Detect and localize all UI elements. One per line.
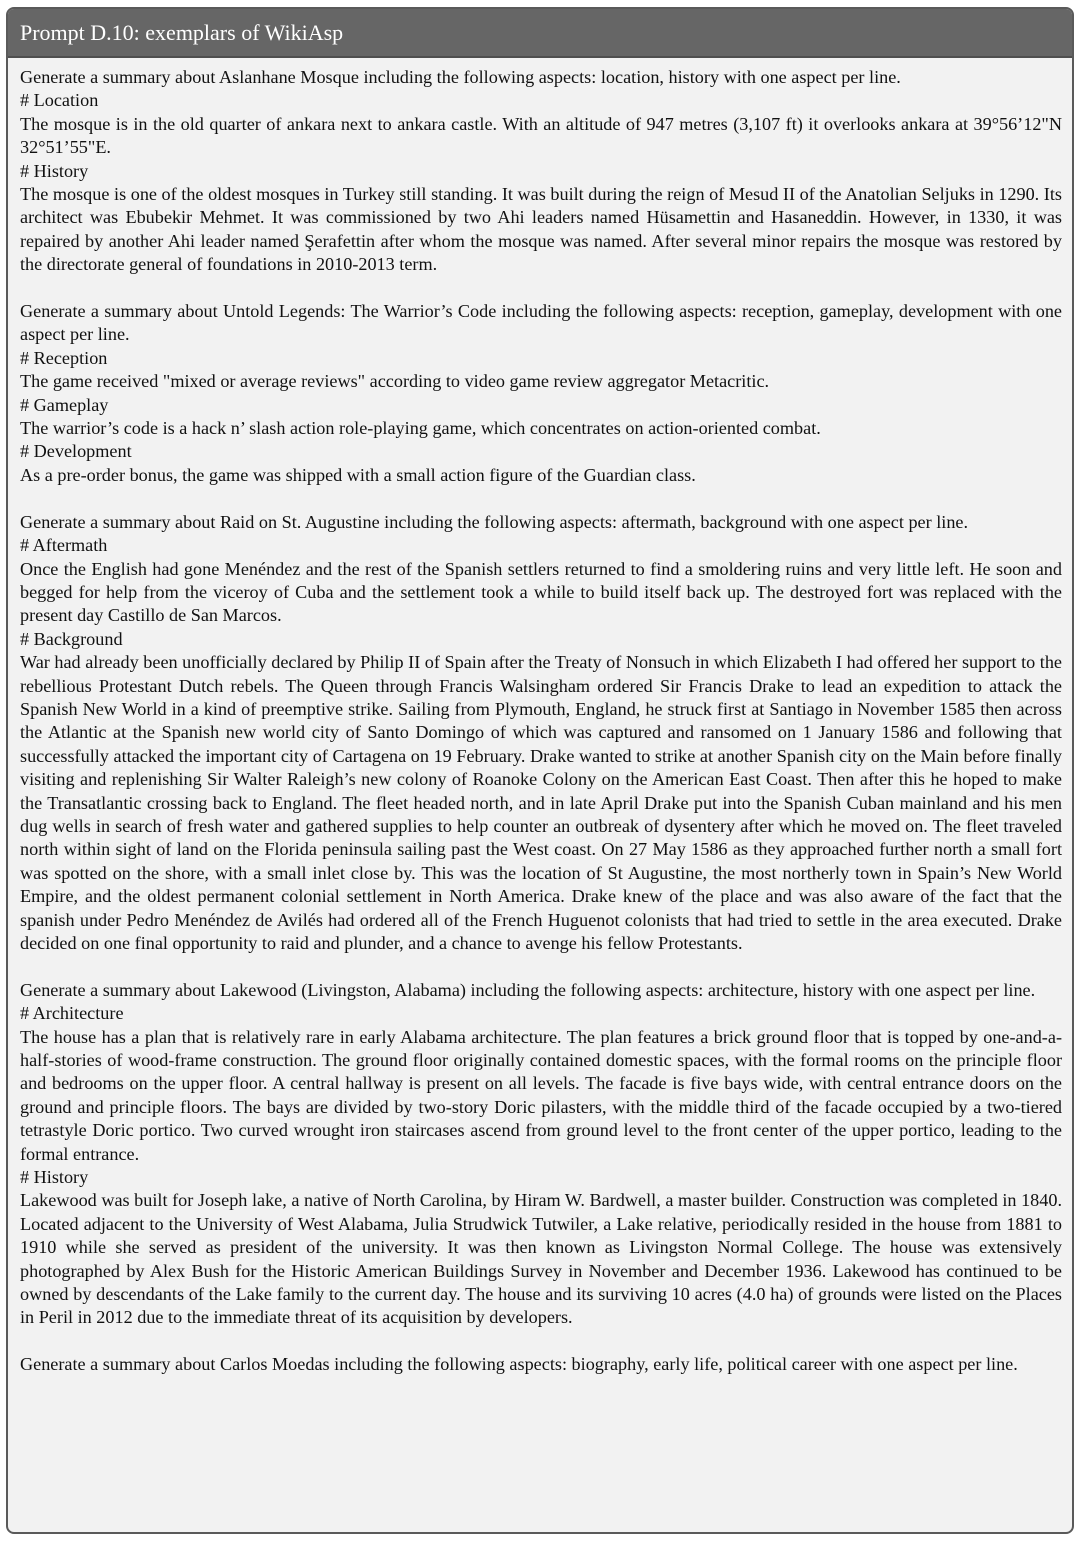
section-heading: # Aftermath [20,535,108,556]
section-text: War had already been unofficially declared by Philip II of Spain after the Treaty of Nonsuch in which Elizabeth I had offered her support to the rebellious Protestant Dutch rebels. The Queen through Francis Walsingham ordered Sir Francis Drake to lead an expedition to attack the Spanish New World in a kind of preemptive strike. Sailing from Plymouth, England, he struck first at Santiago in November 1585 then across the Atlantic at the Spanish new world city of Santo Domingo of which was captured and ransomed on 1 January 1586 and following that successfully attacked the important city of Cartagena on 19 February. Drake wanted to strike at another Spanish city on the Main before finally visiting and replenishing Sir Walter Raleigh’s new colony of Roanoke Colony on the American East Coast. Then after this he hoped to make the Transatlantic crossing back to England. The fleet headed north, and in late April Drake put into the Spanish Cuban mainland and his men dug wells in search of fresh water and gathered supplies to help counter an outbreak of dysentery after which he moved on. The fleet traveled north within sight of land on the Florida peninsula sailing past the West coast. On 27 May 1586 as they approached further north a small fort was spotted on the shore, with a small inlet close by. This was the location of St Augustine, the most northerly town in Spain’s New World Empire, and the oldest permanent colonial settlement in North America. Drake knew of the place and was also aware of the fact that the spanish under Pedro Menéndez de Avilés had ordered all of the French Huguenot colonists that had tried to settle in the area executed. Drake decided on one final opportunity to raid and plunder, and a chance to avenge his fellow Protestants. [20,652,1062,953]
section-text: The game received "mixed or average reviews" according to video game review aggregator Metacritic. [20,371,770,392]
section-text: Once the English had gone Menéndez and the rest of the Spanish settlers returned to find a smoldering ruins and very little left. He soon and begged for help from the viceroy of Cuba and the settlement took a while to build itself back up. The destroyed fort was replaced with the present day Castillo de San Marcos. [20,558,1062,626]
prompt-box [6,7,1074,1534]
section-text: As a pre-order bonus, the game was shipped with a small action figure of the Guardian class. [20,464,696,485]
section-text: The mosque is one of the oldest mosques in Turkey still standing. It was built during the reign of Mesud II of the Anatolian Seljuks in 1290. Its architect was Ebubekir Mehmet. It was commissioned by two Ahi leaders named Hüsamettin and Hasaneddin. However, in 1330, it was repaired by another Ahi leader named Şerafettin after whom the mosque was named. After several minor repairs the mosque was restored by the directorate general of foundations in 2010-2013 term. [20,184,1062,275]
example-carlos-moedas [20,1353,1062,1376]
section-heading: # Reception [20,347,108,368]
example-prompt: Generate a summary about Untold Legends: The Warrior’s Code including the following aspects: reception, gameplay, development with one aspect per line. [20,301,1062,345]
section-text: Lakewood was built for Joseph lake, a native of North Carolina, by Hiram W. Bardwell, a master builder. Construction was completed in 1840. Located adjacent to the University of West Alabama, Julia Strudwick Tutwiler, a Lake relative, periodically resided in the house from 1881 to 1910 while she served as president of the university. It was then known as Livingston Normal College. The house was extensively photographed by Alex Bush for the Historic American Buildings Survey in November and December 1936. Lakewood has continued to be owned by descendants of the Lake family to the current day. The house and its surviving 10 acres (4.0 ha) of grounds were listed on the Places in Peril in 2012 due to the immediate threat of its acquisition by developers. [20,1190,1062,1328]
example-prompt: Generate a summary about Raid on St. Augustine including the following aspects: aftermath, background with one aspect per line. [20,511,969,532]
section-text: The mosque is in the old quarter of ankara next to ankara castle. With an altitude of 947 metres (3,107 ft) it overlooks ankara at 39°56’12"N 32°51’55"E. [20,113,1062,158]
section-text: The warrior’s code is a hack n’ slash action role-playing game, which concentrates on action-oriented combat. [20,418,821,439]
example-prompt: Generate a summary about Aslanhane Mosque including the following aspects: location, history with one aspect per line. [20,67,901,87]
section-heading: # Development [20,441,132,462]
section-heading: # History [20,1167,89,1188]
example-lakewood [20,979,1062,1330]
section-heading: # Location [20,90,99,111]
section-heading: # Background [20,628,123,649]
example-untold-legends [20,300,1062,487]
example-prompt: Generate a summary about Carlos Moedas including the following aspects: biography, early life, political career with one aspect per line. [20,1354,1018,1375]
section-heading: # Architecture [20,1003,124,1024]
box-body [8,58,1072,1377]
example-prompt: Generate a summary about Lakewood (Livingston, Alabama) including the following aspects: architecture, history with one aspect per line. [20,979,1036,1000]
example-aslanhane-mosque [20,66,1062,277]
section-heading: # Gameplay [20,394,109,415]
example-raid-on-st-augustine [20,511,1062,956]
section-heading: # History [20,160,89,181]
box-title: Prompt D.10: exemplars of WikiAsp [8,9,1072,58]
section-text: The house has a plan that is relatively rare in early Alabama architecture. The plan features a brick ground floor that is topped by one-and-a-half-stories of wood-frame construction. The ground floor originally contained domestic spaces, with the formal rooms on the principle floor and bedrooms on the upper floor. A central hallway is present on all levels. The facade is five bays wide, with central entrance doors on the ground and principle floors. The bays are divided by two-story Doric pilasters, with the middle third of the facade occupied by a two-tiered tetrastyle Doric portico. Two curved wrought iron staircases ascend from ground level to the front center of the upper portico, leading to the formal entrance. [20,1026,1062,1164]
